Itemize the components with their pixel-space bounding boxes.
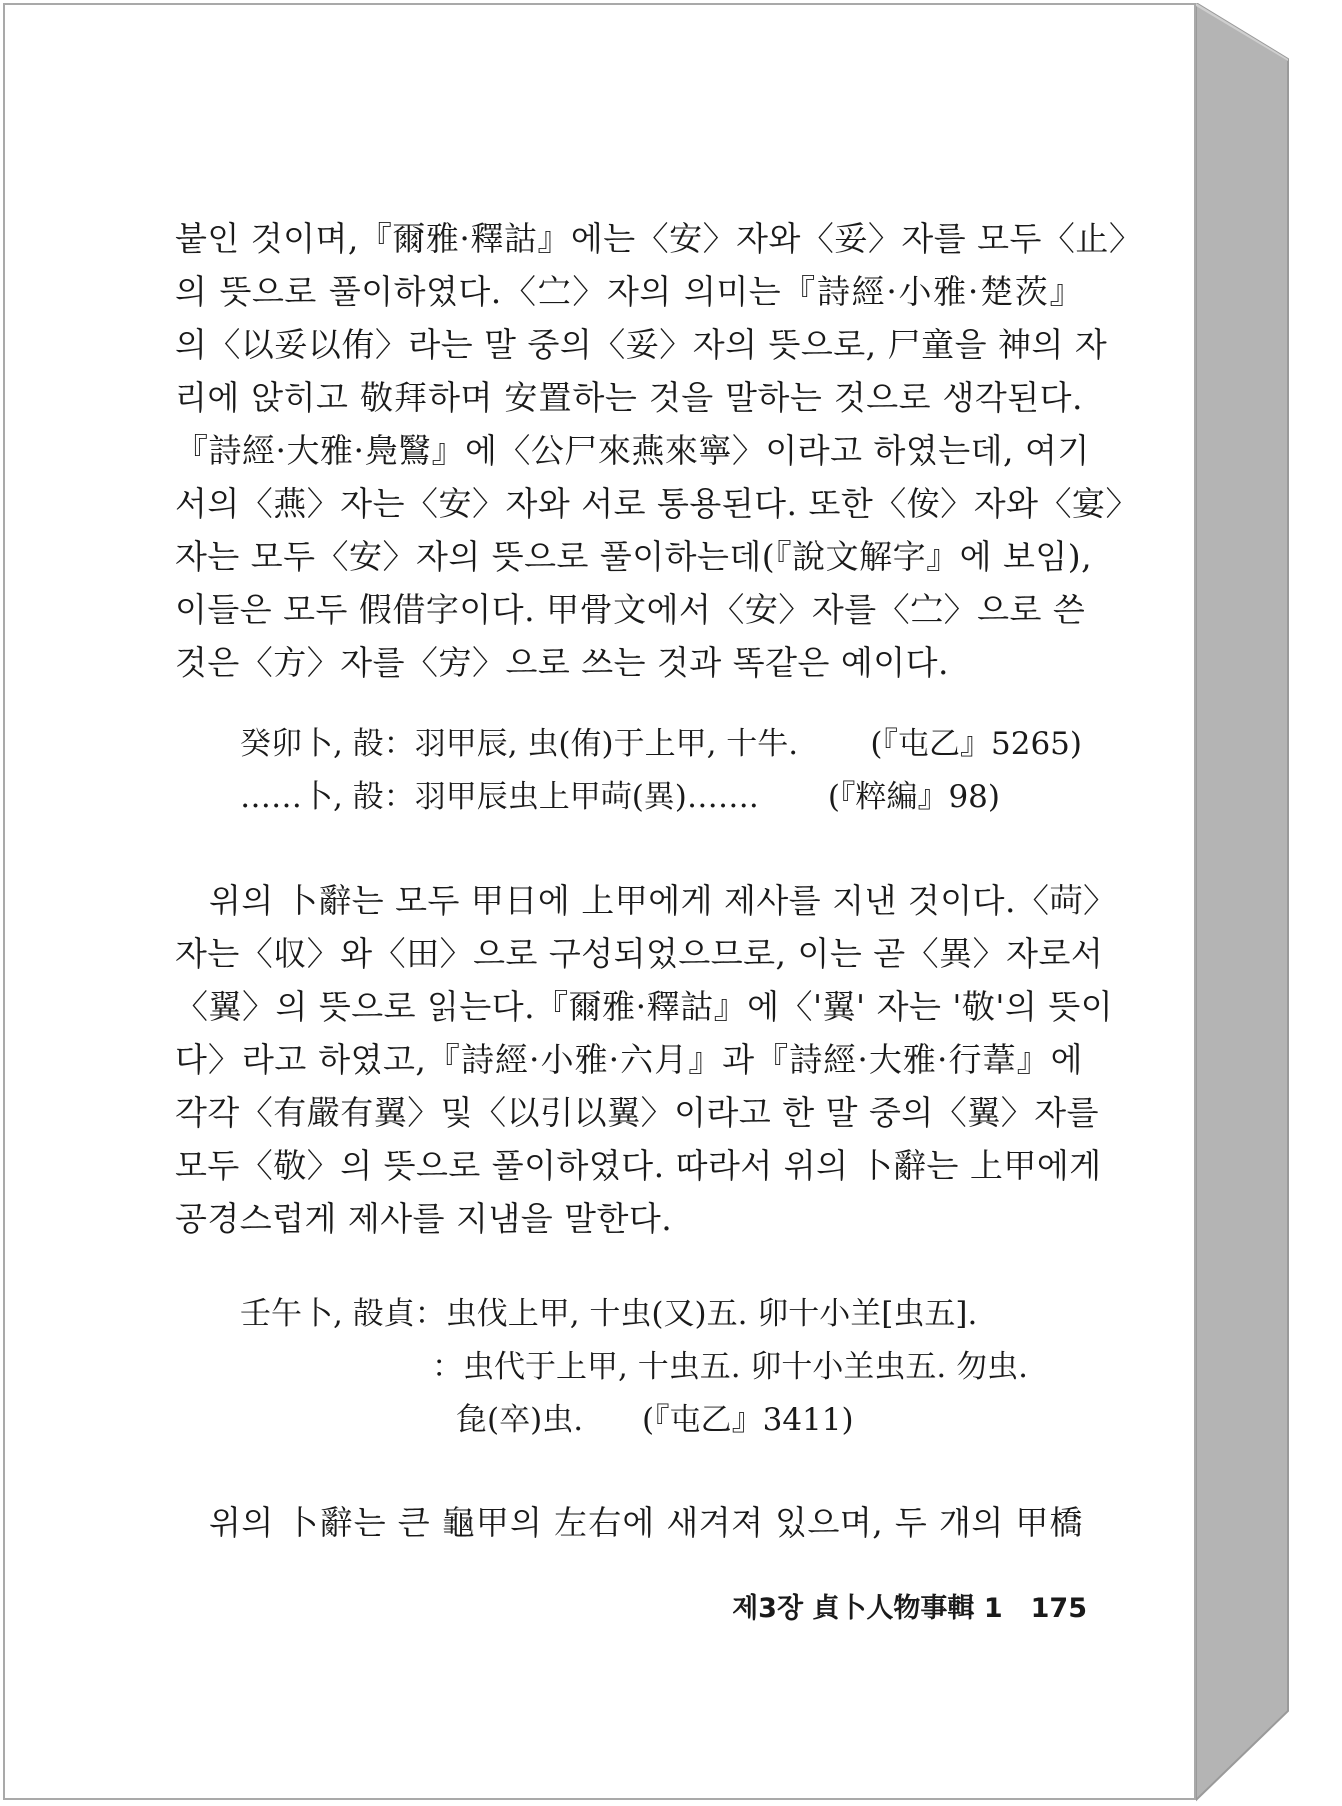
text-line: 의〈以妥以侑〉라는 말 중의〈妥〉자의 뜻으로, 尸童을 神의 자 <box>175 325 1108 364</box>
text-line: 〈翼〉의 뜻으로 읽는다.『爾雅·釋詁』에〈'翼' 자는 '敬'의 뜻이 <box>175 987 1114 1026</box>
quote-1-source-1: (『屯乙』5265) <box>870 726 1082 762</box>
text-line: 것은〈方〉자를〈㝑〉으로 쓰는 것과 똑같은 예이다. <box>175 643 949 682</box>
text-line: 공경스럽게 제사를 지냄을 말한다. <box>175 1199 673 1238</box>
text-line: 다〉라고 하였고,『詩經·小雅·六月』과『詩經·大雅·行葦』에 <box>175 1040 1083 1079</box>
text-line: 의 뜻으로 풀이하였다.〈㝉〉자의 의미는『詩經·小雅·楚茨』 <box>175 272 1083 311</box>
text-line: 『詩經·大雅·鳧鷖』에〈公尸來燕來寧〉이라고 하였는데, 여기 <box>175 431 1090 470</box>
text-line: 리에 앉히고 敬拜하며 安置하는 것을 말하는 것으로 생각된다. <box>175 378 1083 417</box>
quote-2-line-2: ：虫代于上甲, 十虫五. 卯十小𦍌虫五. 勿虫. <box>432 1349 1028 1385</box>
text-line: 자는 모두〈安〉자의 뜻으로 풀이하는데(『說文解字』에 보임), <box>175 537 1093 576</box>
quote-2-source: (『屯乙』3411) <box>642 1402 854 1438</box>
chapter-title: 제3장 貞卜人物事輯 1 <box>732 1593 1003 1624</box>
text-line: 모두〈敬〉의 뜻으로 풀이하였다. 따라서 위의 卜辭는 上甲에게 <box>175 1146 1102 1185</box>
text-line: 이들은 모두 假借字이다. 甲骨文에서〈安〉자를〈㝉〉으로 쓴 <box>175 590 1086 629</box>
text-line: 위의 卜辭는 큰 龜甲의 左右에 새겨져 있으며, 두 개의 甲橋 <box>209 1503 1083 1542</box>
page-number: 175 <box>1030 1593 1087 1624</box>
text-line: 서의〈燕〉자는〈安〉자와 서로 통용된다. 또한〈侒〉자와〈宴〉 <box>175 484 1140 523</box>
text-line: 붙인 것이며,『爾雅·釋詁』에는〈安〉자와〈妥〉자를 모두〈止〉 <box>175 219 1143 258</box>
text-line: 위의 卜辭는 모두 甲日에 上甲에게 제사를 지낸 것이다.〈𦱕〉 <box>209 881 1117 920</box>
quote-1-line-2: ……卜, 㱿：羽甲辰虫上甲𦱕(異)……. <box>240 779 759 815</box>
page-footer <box>732 1586 1087 1625</box>
quote-1-line-1: 癸卯卜, 㱿：羽甲辰, 虫(侑)于上甲, 十牛. <box>240 726 799 762</box>
quote-1-source-2: (『粹編』98) <box>827 779 1000 815</box>
text-line: 자는〈収〉와〈田〉으로 구성되었으므로, 이는 곧〈異〉자로서 <box>175 934 1104 973</box>
text-line: 각각〈有嚴有翼〉및〈以引以翼〉이라고 한 말 중의〈翼〉자를 <box>175 1093 1100 1132</box>
quote-2-line-1: 壬午卜, 㱿貞：虫伐上甲, 十虫(又)五. 卯十小𦍌[虫五]. <box>240 1296 978 1332</box>
quote-2-line-3: 㲋(卒)虫. <box>456 1402 584 1438</box>
book-side-shape <box>1196 3 1342 1803</box>
